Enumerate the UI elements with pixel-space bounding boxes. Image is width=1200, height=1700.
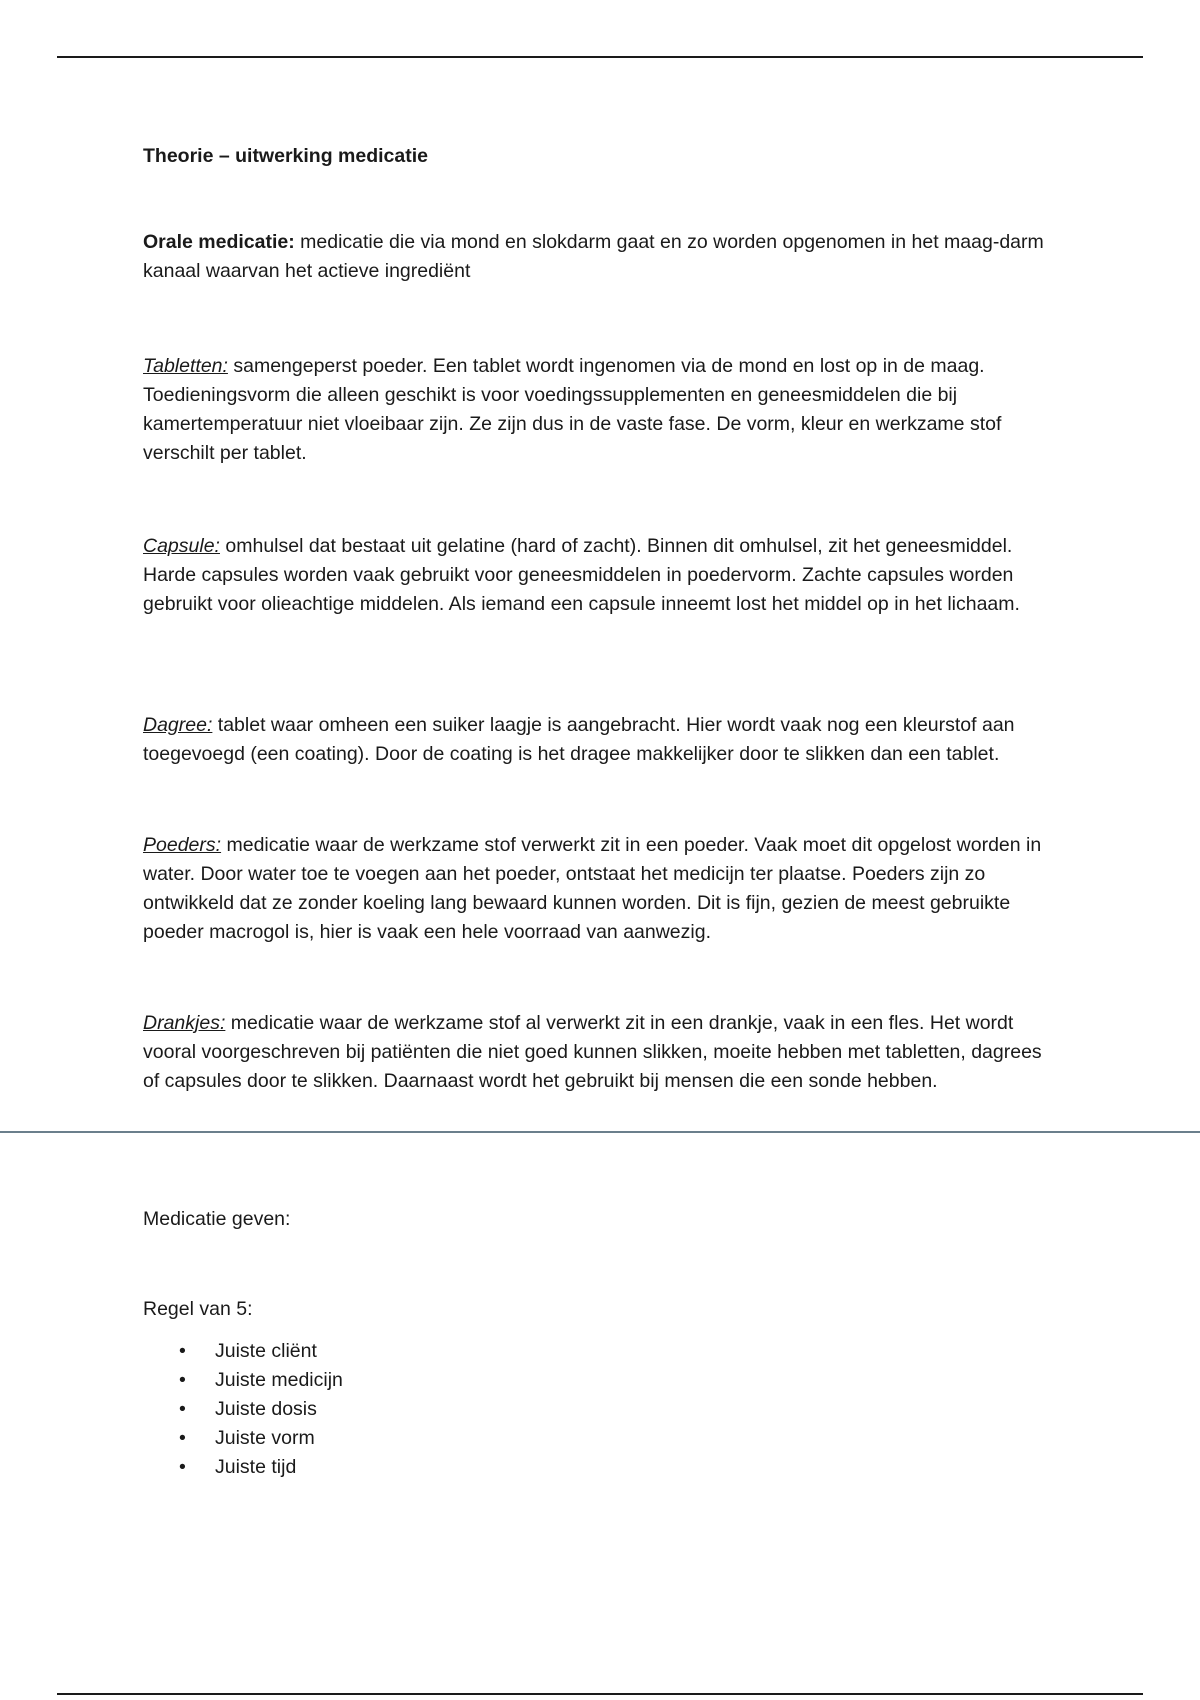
bullet-icon: • (179, 1369, 186, 1391)
regel-van-5-heading: Regel van 5: (143, 1298, 253, 1320)
paragraph-capsule (143, 532, 1063, 619)
definition-capsule: omhulsel dat bestaat uit gelatine (hard of zacht). Binnen dit omhulsel, zit het geneesmiddel. Harde capsules worden vaak gebruikt voor geneesmiddelen in poedervorm. Zachte capsules worden gebruikt voor olieachtige middelen. Als iemand een capsule inneemt lost het middel op in het lichaam. (143, 535, 1020, 615)
paragraph-poeders (143, 831, 1063, 947)
list-item-text: Juiste tijd (215, 1456, 297, 1478)
list-item (143, 1424, 343, 1453)
list-item-text: Juiste vorm (215, 1427, 315, 1449)
list-item-text: Juiste cliënt (215, 1340, 317, 1362)
term-tabletten: Tabletten: (143, 355, 228, 377)
page-separator (0, 1131, 1200, 1133)
bullet-icon: • (179, 1456, 186, 1478)
list-item (143, 1366, 343, 1395)
bullet-icon: • (179, 1340, 186, 1362)
document-title: Theorie – uitwerking medicatie (143, 145, 428, 167)
paragraph-orale-medicatie (143, 228, 1063, 286)
regel-van-5-list (143, 1337, 343, 1482)
term-dagree: Dagree: (143, 714, 213, 736)
list-item (143, 1395, 343, 1424)
paragraph-drankjes (143, 1009, 1063, 1096)
definition-poeders: medicatie waar de werkzame stof verwerkt zit in een poeder. Vaak moet dit opgelost worden in water. Door water toe te voegen aan het poeder, ontstaat het medicijn ter plaatse. Poeders zijn zo ontwikkeld dat ze zonder koeling lang bewaard kunnen worden. Dit is fijn, gezien de meest gebruikte poeder macrogol is, hier is vaak een hele voorraad van aanwezig. (143, 834, 1042, 943)
medicatie-geven-heading: Medicatie geven: (143, 1208, 291, 1230)
definition-orale-medicatie: medicatie die via mond en slokdarm gaat en zo worden opgenomen in het maag-darm kanaal waarvan het actieve ingrediënt (143, 231, 1044, 282)
list-item (143, 1337, 343, 1366)
list-item (143, 1453, 343, 1482)
term-orale-medicatie: Orale medicatie: (143, 231, 295, 253)
list-item-text: Juiste dosis (215, 1398, 317, 1420)
bullet-icon: • (179, 1398, 186, 1420)
definition-dagree: tablet waar omheen een suiker laagje is aangebracht. Hier wordt vaak nog een kleurstof aan toegevoegd (een coating). Door de coating is het dragee makkelijker door te slikken dan een tablet. (143, 714, 1015, 765)
definition-drankjes: medicatie waar de werkzame stof al verwerkt zit in een drankje, vaak in een fles. Het wordt vooral voorgeschreven bij patiënten die niet goed kunnen slikken, moeite hebben met tabletten, dagrees of capsules door te slikken. Daarnaast wordt het gebruikt bij mensen die een sonde hebben. (143, 1012, 1042, 1092)
bullet-icon: • (179, 1427, 186, 1449)
term-drankjes: Drankjes: (143, 1012, 226, 1034)
paragraph-dagree (143, 711, 1063, 769)
term-poeders: Poeders: (143, 834, 222, 856)
footer-rule (57, 1693, 1143, 1695)
header-rule (57, 56, 1143, 58)
term-capsule: Capsule: (143, 535, 220, 557)
list-item-text: Juiste medicijn (215, 1369, 343, 1391)
paragraph-tabletten (143, 352, 1063, 468)
definition-tabletten: samengeperst poeder. Een tablet wordt ingenomen via de mond en lost op in de maag. Toedieningsvorm die alleen geschikt is voor voedingssupplementen en geneesmiddelen die bij kamertemperatuur niet vloeibaar zijn. Ze zijn dus in de vaste fase. De vorm, kleur en werkzame stof verschilt per tablet. (143, 355, 1002, 464)
